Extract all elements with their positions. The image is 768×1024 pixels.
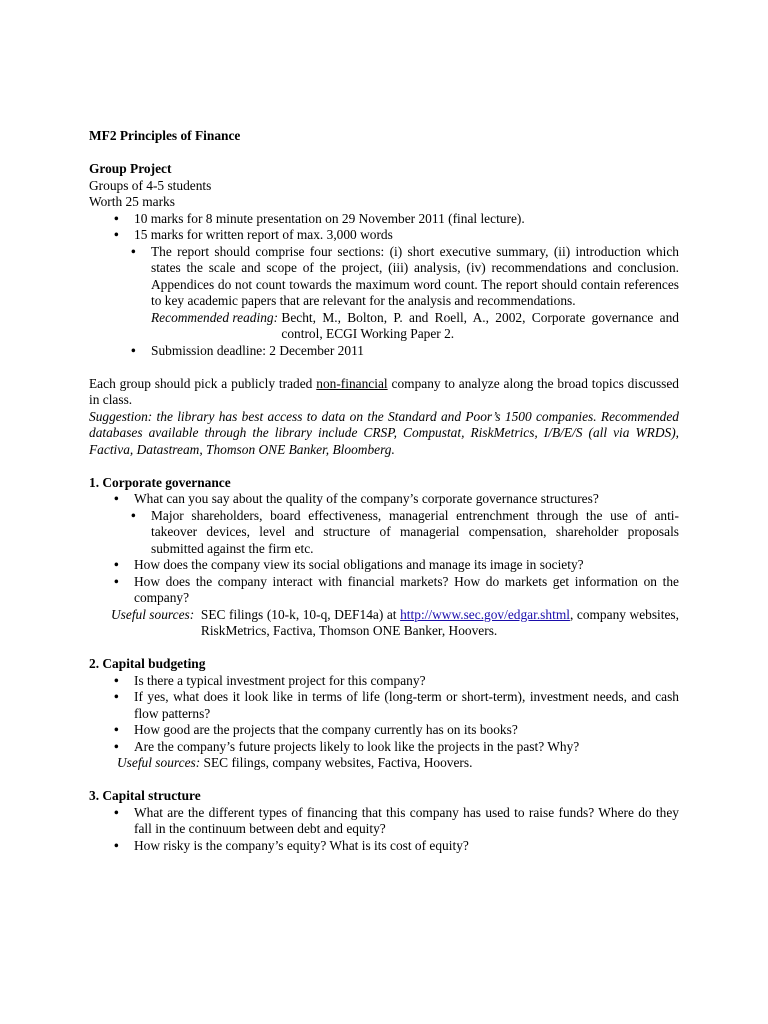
useful-sources-2: Useful sources: SEC filings, company websites, Factiva, Hoovers. xyxy=(117,755,473,770)
list-item: • If yes, what does it look like in terms of life (long-term or short-term), investment needs, and cash flow patterns? xyxy=(114,689,679,721)
section-heading-capital-structure: 3. Capital structure xyxy=(89,788,201,803)
bullet-icon: • xyxy=(114,689,119,704)
bullet-icon: • xyxy=(131,342,136,358)
bullet-icon: • xyxy=(114,804,119,820)
list-item: • What are the different types of financing that this company has used to raise funds? Where do they fall in the continuum between debt and equity? xyxy=(114,804,679,836)
bullet-icon: • xyxy=(114,227,119,242)
list-item: • How does the company interact with financial markets? How do markets get information on the company? xyxy=(114,573,679,605)
list-item: • 10 marks for 8 minute presentation on 29 November 2011 (final lecture). xyxy=(114,210,525,226)
sources-label: Useful sources: xyxy=(117,755,201,770)
group-project-heading: Group Project xyxy=(89,161,172,176)
list-item: • Major shareholders, board effectiveness, managerial entrenchment through the use of anti-takeover devices, level and structure of managerial compensation, shareholder proposals submitted against the firm etc. xyxy=(131,507,679,556)
list-item: • 15 marks for written report of max. 3,000 words xyxy=(114,227,393,242)
sources-label: Useful sources: xyxy=(111,606,195,622)
section-heading-corporate-governance: 1. Corporate governance xyxy=(89,474,231,490)
bullet-icon: • xyxy=(114,210,119,226)
bullet-icon: • xyxy=(114,738,119,754)
bullet-icon: • xyxy=(131,507,136,523)
sec-edgar-link[interactable]: http://www.sec.gov/edgar.shtml xyxy=(400,606,570,622)
deadline-item: • Submission deadline: 2 December 2011 xyxy=(131,342,364,358)
list-item: • How does the company view its social obligations and manage its image in society? xyxy=(114,557,584,572)
list-item: • How good are the projects that the company currently has on its books? xyxy=(114,722,518,737)
reading-label: Recommended reading: xyxy=(151,309,279,325)
groups-line: Groups of 4-5 students xyxy=(89,177,212,193)
worth-line: Worth 25 marks xyxy=(89,194,175,209)
useful-sources-1: Useful sources: SEC filings (10-k, 10-q, DEF14a) at http://www.sec.gov/edgar.shtml, company websites, RiskMetrics, Factiva, Thomson ONE Banker, Hoovers. xyxy=(111,606,679,638)
report-requirements-item: • The report should comprise four sections: (i) short executive summary, (ii) introduction which states the scale and scope of the project, (iii) analysis, (iv) recommendations and conclusion. Appendices do not count towards the maximum word count. The report should contain references to key academic papers that are relevant for the analysis and recommendations. xyxy=(131,243,679,308)
bullet-icon: • xyxy=(114,672,119,688)
recommended-reading xyxy=(89,310,679,343)
bullet-icon: • xyxy=(114,573,119,589)
list-item: • What can you say about the quality of the company’s corporate governance structures? xyxy=(114,491,599,506)
intro-paragraph: Each group should pick a publicly traded non-financial company to analyze along the broad topics discussed in class. xyxy=(89,375,679,407)
bullet-icon: • xyxy=(114,837,119,853)
reading-citation: Becht, M., Bolton, P. and Roell, A., 2002, Corporate governance and control, ECGI Working Paper 2. xyxy=(281,309,679,341)
bullet-icon: • xyxy=(131,243,136,259)
suggestion-paragraph: Suggestion: the library has best access to data on the Standard and Poor’s 1500 companies. Recommended databases available through the library include CRSP, Compustat, RiskMetrics, I/B/E/S (all via WRDS), Factiva, Datastream, Thomson ONE Banker, Bloomberg. xyxy=(89,408,679,457)
list-item: • How risky is the company’s equity? What is its cost of equity? xyxy=(114,837,469,853)
non-financial-emphasis: non-financial xyxy=(316,375,388,391)
bullet-icon: • xyxy=(114,722,119,737)
bullet-icon: • xyxy=(114,557,119,572)
section-heading-capital-budgeting: 2. Capital budgeting xyxy=(89,656,206,671)
document-body xyxy=(89,128,679,854)
document-title: MF2 Principles of Finance xyxy=(89,128,241,143)
list-item: • Is there a typical investment project for this company? xyxy=(114,672,426,688)
bullet-icon: • xyxy=(114,491,119,506)
list-item: • Are the company’s future projects likely to look like the projects in the past? Why? xyxy=(114,738,580,754)
